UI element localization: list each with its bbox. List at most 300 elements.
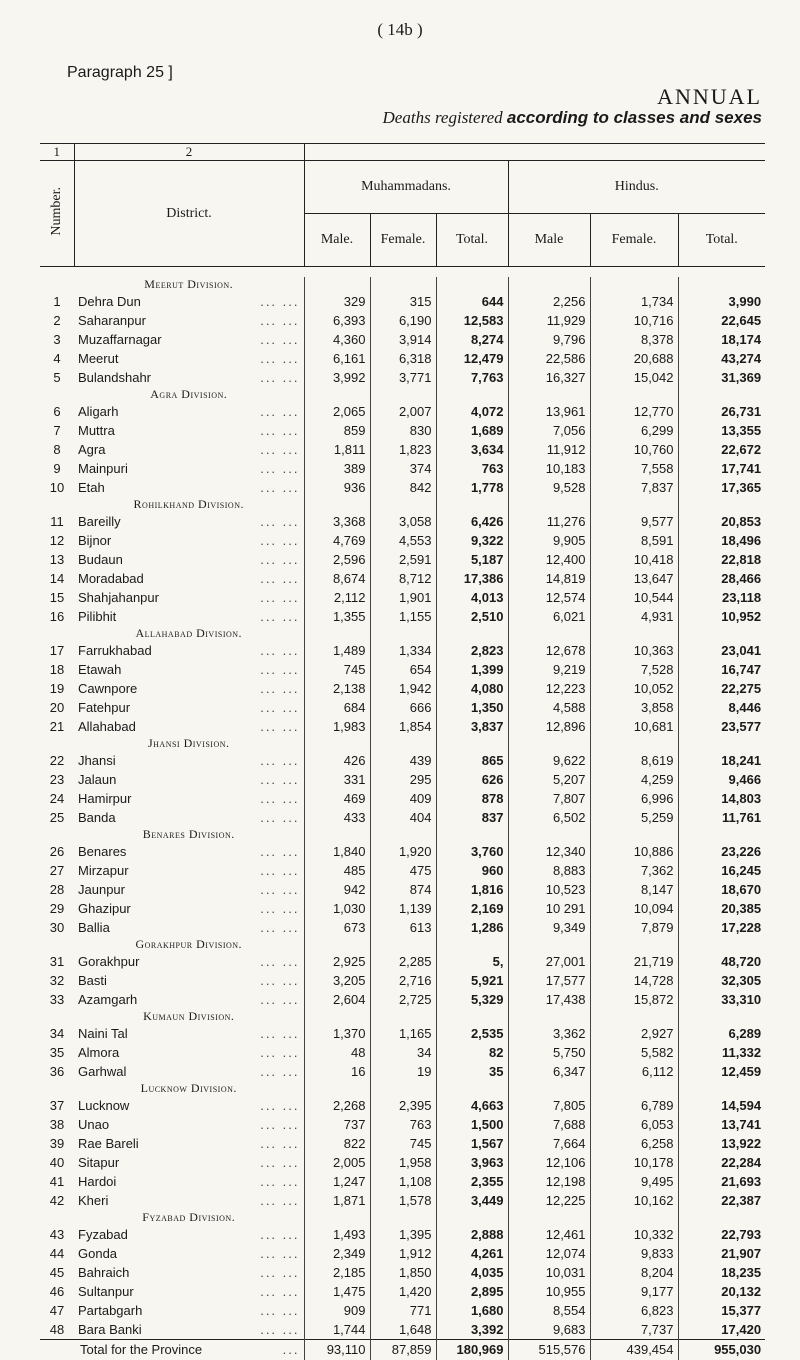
division-row xyxy=(40,827,765,842)
hindu-total-cell: 17,365 xyxy=(678,478,765,497)
row-number: 9 xyxy=(53,460,61,476)
hindu-female-cell: 10,760 xyxy=(590,440,678,459)
hindu-male-cell: 10,183 xyxy=(508,459,590,478)
hindu-female-cell: 6,996 xyxy=(590,789,678,808)
page-number: ( 14b ) xyxy=(377,20,423,39)
hindu-female-cell: 6,053 xyxy=(590,1115,678,1134)
table-row xyxy=(40,512,765,531)
district-name: Jhansi xyxy=(78,752,116,768)
district-cell: Agra ... ... xyxy=(78,441,300,457)
district-name: Rae Bareli xyxy=(78,1135,139,1151)
muhammadan-male-header: Male. xyxy=(304,214,370,267)
hindu-male-cell: 10,031 xyxy=(508,1263,590,1282)
row-number: 3 xyxy=(53,331,61,347)
row-number: 15 xyxy=(49,589,65,605)
muhammadan-female-cell: 830 xyxy=(370,421,436,440)
district-cell: Jaunpur ... ... xyxy=(78,881,300,897)
table-row xyxy=(40,402,765,421)
district-cell: Etah ... ... xyxy=(78,479,300,495)
muhammadan-total-cell: 1,778 xyxy=(436,478,508,497)
muhammadan-female-cell: 771 xyxy=(370,1301,436,1320)
hindu-female-cell: 13,647 xyxy=(590,569,678,588)
district-name: Shahjahanpur xyxy=(78,589,159,605)
table-row xyxy=(40,1225,765,1244)
muhammadan-total-cell: 3,449 xyxy=(436,1191,508,1210)
muhammadan-total-cell: 6,426 xyxy=(436,512,508,531)
muhammadan-total-cell: 4,035 xyxy=(436,1263,508,1282)
hindu-male-cell: 7,805 xyxy=(508,1096,590,1115)
hindu-total-cell: 12,459 xyxy=(678,1062,765,1081)
hindu-female-cell: 10,716 xyxy=(590,311,678,330)
muhammadan-female-cell: 315 xyxy=(370,292,436,311)
muhammadan-total-cell: 8,274 xyxy=(436,330,508,349)
division-spacer xyxy=(678,387,765,402)
district-name: Jaunpur xyxy=(78,881,125,897)
muhammadan-male-cell: 684 xyxy=(304,698,370,717)
hindu-female-cell: 10,162 xyxy=(590,1191,678,1210)
table-row xyxy=(40,770,765,789)
muhammadan-male-cell: 331 xyxy=(304,770,370,789)
division-row xyxy=(40,736,765,751)
division-spacer xyxy=(370,1009,436,1024)
muhammadan-male-cell: 426 xyxy=(304,751,370,770)
division-spacer xyxy=(370,1210,436,1225)
muhammadan-male-cell: 942 xyxy=(304,880,370,899)
hindu-total-cell: 22,284 xyxy=(678,1153,765,1172)
hindu-male-cell: 7,807 xyxy=(508,789,590,808)
hindu-total-cell: 18,496 xyxy=(678,531,765,550)
muhammadan-female-cell: 1,920 xyxy=(370,842,436,861)
row-number: 46 xyxy=(49,1283,65,1299)
muhammadan-male-cell: 673 xyxy=(304,918,370,937)
muhammadan-female-cell: 1,850 xyxy=(370,1263,436,1282)
muhammadan-total-cell: 3,963 xyxy=(436,1153,508,1172)
division-spacer xyxy=(590,937,678,952)
district-cell: Aligarh ... ... xyxy=(78,403,300,419)
table-row xyxy=(40,311,765,330)
division-spacer xyxy=(370,277,436,292)
hindu-male-cell: 5,207 xyxy=(508,770,590,789)
hindu-female-cell: 2,927 xyxy=(590,1024,678,1043)
hindu-female-cell: 1,734 xyxy=(590,292,678,311)
row-number: 12 xyxy=(49,532,65,548)
hindu-total-cell: 10,952 xyxy=(678,607,765,626)
muhammadan-male-cell: 1,370 xyxy=(304,1024,370,1043)
hindu-total-cell: 15,377 xyxy=(678,1301,765,1320)
table-body xyxy=(40,277,765,1340)
district-cell: Hamirpur ... ... xyxy=(78,790,300,806)
muhammadan-total-cell: 1,399 xyxy=(436,660,508,679)
division-spacer xyxy=(304,626,370,641)
hindu-male-cell: 16,327 xyxy=(508,368,590,387)
table-row xyxy=(40,990,765,1009)
column-number-1: 1 xyxy=(40,144,74,161)
hindu-total-cell: 18,241 xyxy=(678,751,765,770)
muhammadan-male-cell: 6,393 xyxy=(304,311,370,330)
row-number: 43 xyxy=(49,1226,65,1242)
division-row xyxy=(40,1081,765,1096)
district-cell: Almora ... ... xyxy=(78,1044,300,1060)
table-row xyxy=(40,1301,765,1320)
hindu-female-cell: 6,789 xyxy=(590,1096,678,1115)
row-number: 34 xyxy=(49,1025,65,1041)
district-name: Bijnor xyxy=(78,532,112,548)
hindu-female-cell: 12,770 xyxy=(590,402,678,421)
district-cell: Moradabad ... ... xyxy=(78,570,300,586)
division-spacer xyxy=(590,277,678,292)
district-cell: Gorakhpur ... ... xyxy=(78,953,300,969)
row-number: 48 xyxy=(49,1321,65,1337)
table-row xyxy=(40,808,765,827)
row-number: 17 xyxy=(49,642,65,658)
hindu-male-cell: 12,896 xyxy=(508,717,590,736)
table-row xyxy=(40,1263,765,1282)
muhammadan-total-cell: 3,634 xyxy=(436,440,508,459)
total-row xyxy=(40,1339,765,1360)
muhammadan-male-cell: 2,185 xyxy=(304,1263,370,1282)
hindu-male-cell: 17,577 xyxy=(508,971,590,990)
hindu-female-cell: 3,858 xyxy=(590,698,678,717)
row-number: 29 xyxy=(49,900,65,916)
muhammadan-female-cell: 8,712 xyxy=(370,569,436,588)
division-spacer xyxy=(678,277,765,292)
paragraph-reference: Paragraph 25 ] xyxy=(67,64,173,81)
hindu-female-cell: 7,879 xyxy=(590,918,678,937)
muhammadan-total-cell: 1,689 xyxy=(436,421,508,440)
muhammadans-header: Muhammadans. xyxy=(304,161,508,214)
table-row xyxy=(40,717,765,736)
division-heading: Fyzabad Division. xyxy=(142,1209,236,1224)
hindu-female-cell: 10,332 xyxy=(590,1225,678,1244)
muhammadan-male-cell: 1,493 xyxy=(304,1225,370,1244)
hindu-male-cell: 11,912 xyxy=(508,440,590,459)
muhammadan-female-cell: 1,108 xyxy=(370,1172,436,1191)
total-muhammadan-male: 93,110 xyxy=(304,1339,370,1360)
hindu-total-cell: 20,132 xyxy=(678,1282,765,1301)
hindu-total-cell: 8,446 xyxy=(678,698,765,717)
district-cell: Budaun ... ... xyxy=(78,551,300,567)
row-number: 6 xyxy=(53,403,61,419)
muhammadan-female-cell: 2,007 xyxy=(370,402,436,421)
hindu-male-cell: 6,021 xyxy=(508,607,590,626)
hindu-total-cell: 3,990 xyxy=(678,292,765,311)
table-row xyxy=(40,1115,765,1134)
division-spacer xyxy=(304,1009,370,1024)
division-spacer xyxy=(304,937,370,952)
hindu-female-cell: 9,577 xyxy=(590,512,678,531)
muhammadan-total-cell: 2,535 xyxy=(436,1024,508,1043)
row-number: 45 xyxy=(49,1264,65,1280)
district-name: Saharanpur xyxy=(78,312,146,328)
row-number: 33 xyxy=(49,991,65,1007)
hindu-total-cell: 23,118 xyxy=(678,588,765,607)
table-row xyxy=(40,952,765,971)
hindu-male-cell: 9,796 xyxy=(508,330,590,349)
muhammadan-male-cell: 1,811 xyxy=(304,440,370,459)
hindu-female-cell: 6,823 xyxy=(590,1301,678,1320)
hindu-female-cell: 7,528 xyxy=(590,660,678,679)
muhammadan-total-cell: 1,567 xyxy=(436,1134,508,1153)
district-name: Kheri xyxy=(78,1192,109,1208)
division-number-blank xyxy=(40,736,74,751)
district-name: Lucknow xyxy=(78,1097,130,1113)
table-row xyxy=(40,1153,765,1172)
division-spacer xyxy=(436,497,508,512)
muhammadan-male-cell: 389 xyxy=(304,459,370,478)
muhammadan-female-cell: 409 xyxy=(370,789,436,808)
muhammadan-total-cell: 3,837 xyxy=(436,717,508,736)
hindu-female-cell: 15,872 xyxy=(590,990,678,1009)
hindu-male-cell: 12,461 xyxy=(508,1225,590,1244)
division-spacer xyxy=(678,1081,765,1096)
district-cell: Bara Banki ... ... xyxy=(78,1321,300,1337)
hindu-male-cell: 10 291 xyxy=(508,899,590,918)
division-spacer xyxy=(508,1081,590,1096)
district-header: District. xyxy=(74,161,304,267)
district-cell: Etawah ... ... xyxy=(78,661,300,677)
table-row xyxy=(40,330,765,349)
hindu-male-cell: 22,586 xyxy=(508,349,590,368)
muhammadan-female-cell: 842 xyxy=(370,478,436,497)
hindu-male-cell: 12,198 xyxy=(508,1172,590,1191)
district-cell: Muttra ... ... xyxy=(78,422,300,438)
division-spacer xyxy=(370,1081,436,1096)
total-label-text: Total for the Province xyxy=(80,1342,203,1357)
total-hindu-total: 955,030 xyxy=(678,1339,765,1360)
hindu-total-cell: 22,387 xyxy=(678,1191,765,1210)
muhammadan-female-cell: 1,823 xyxy=(370,440,436,459)
district-cell: Ballia ... ... xyxy=(78,919,300,935)
division-number-blank xyxy=(40,1009,74,1024)
district-cell: Bahraich ... ... xyxy=(78,1264,300,1280)
hindu-total-cell: 18,235 xyxy=(678,1263,765,1282)
muhammadan-male-cell: 1,871 xyxy=(304,1191,370,1210)
hindu-female-cell: 4,259 xyxy=(590,770,678,789)
hindu-female-cell: 4,931 xyxy=(590,607,678,626)
muhammadan-male-cell: 2,138 xyxy=(304,679,370,698)
district-cell: Bijnor ... ... xyxy=(78,532,300,548)
hindu-female-cell: 20,688 xyxy=(590,349,678,368)
hindu-female-cell: 8,619 xyxy=(590,751,678,770)
subtitle-plain: Deaths registered xyxy=(382,108,503,127)
division-spacer xyxy=(590,1009,678,1024)
district-name: Partabgarh xyxy=(78,1302,143,1318)
table-row xyxy=(40,1134,765,1153)
division-heading: Rohilkhand Division. xyxy=(133,496,244,511)
muhammadan-total-cell: 763 xyxy=(436,459,508,478)
hindu-male-cell: 11,929 xyxy=(508,311,590,330)
row-number: 2 xyxy=(53,312,61,328)
division-spacer xyxy=(678,937,765,952)
district-name: Bareilly xyxy=(78,513,121,529)
district-name: Mainpuri xyxy=(78,460,128,476)
hindu-total-cell: 32,305 xyxy=(678,971,765,990)
district-name: Mirzapur xyxy=(78,862,129,878)
division-spacer xyxy=(436,736,508,751)
hindu-female-cell: 6,258 xyxy=(590,1134,678,1153)
division-spacer xyxy=(508,387,590,402)
muhammadan-male-cell: 1,247 xyxy=(304,1172,370,1191)
muhammadan-male-cell: 3,992 xyxy=(304,368,370,387)
muhammadan-female-cell: 34 xyxy=(370,1043,436,1062)
muhammadan-total-cell: 5, xyxy=(436,952,508,971)
hindu-male-cell: 7,664 xyxy=(508,1134,590,1153)
district-cell: Sultanpur ... ... xyxy=(78,1283,300,1299)
muhammadan-total-cell: 1,816 xyxy=(436,880,508,899)
hindu-total-cell: 20,853 xyxy=(678,512,765,531)
muhammadan-total-cell: 7,763 xyxy=(436,368,508,387)
division-number-blank xyxy=(40,1210,74,1225)
district-cell: Unao ... ... xyxy=(78,1116,300,1132)
hindu-female-cell: 8,204 xyxy=(590,1263,678,1282)
district-name: Bahraich xyxy=(78,1264,130,1280)
hindu-female-header: Female. xyxy=(590,214,678,267)
hindu-total-cell: 6,289 xyxy=(678,1024,765,1043)
table-row xyxy=(40,698,765,717)
row-number: 23 xyxy=(49,771,65,787)
hindu-total-cell: 22,645 xyxy=(678,311,765,330)
muhammadan-total-cell: 5,921 xyxy=(436,971,508,990)
muhammadan-total-cell: 3,760 xyxy=(436,842,508,861)
row-number: 14 xyxy=(49,570,65,586)
number-header xyxy=(40,161,74,267)
hindu-total-cell: 20,385 xyxy=(678,899,765,918)
district-name: Fyzabad xyxy=(78,1226,128,1242)
division-spacer xyxy=(436,1009,508,1024)
muhammadan-male-cell: 1,744 xyxy=(304,1320,370,1340)
division-spacer xyxy=(508,736,590,751)
deaths-table xyxy=(40,143,765,1360)
column-number-row xyxy=(40,144,765,161)
district-name: Gonda xyxy=(78,1245,118,1261)
hindu-total-cell: 22,275 xyxy=(678,679,765,698)
division-spacer xyxy=(304,1210,370,1225)
division-number-blank xyxy=(40,827,74,842)
hindu-total-cell: 13,741 xyxy=(678,1115,765,1134)
muhammadan-total-header: Total. xyxy=(436,214,508,267)
district-name: Banda xyxy=(78,809,116,825)
muhammadan-female-cell: 1,854 xyxy=(370,717,436,736)
muhammadan-male-cell: 2,005 xyxy=(304,1153,370,1172)
hindu-male-header: Male xyxy=(508,214,590,267)
table-row xyxy=(40,971,765,990)
district-cell: Rae Bareli ... ... xyxy=(78,1135,300,1151)
district-name: Bara Banki xyxy=(78,1321,142,1337)
muhammadan-male-cell: 16 xyxy=(304,1062,370,1081)
muhammadan-female-cell: 2,395 xyxy=(370,1096,436,1115)
hindu-total-cell: 13,922 xyxy=(678,1134,765,1153)
district-name: Azamgarh xyxy=(78,991,138,1007)
district-name: Pilibhit xyxy=(78,608,117,624)
muhammadan-total-cell: 960 xyxy=(436,861,508,880)
muhammadan-male-cell: 1,840 xyxy=(304,842,370,861)
muhammadan-female-cell: 613 xyxy=(370,918,436,937)
hindu-total-cell: 22,793 xyxy=(678,1225,765,1244)
row-number: 22 xyxy=(49,752,65,768)
district-cell: Pilibhit ... ... xyxy=(78,608,300,624)
division-spacer xyxy=(436,387,508,402)
hindu-female-cell: 10,363 xyxy=(590,641,678,660)
table-row xyxy=(40,588,765,607)
division-number-blank xyxy=(40,497,74,512)
hindu-male-cell: 8,883 xyxy=(508,861,590,880)
division-spacer xyxy=(590,827,678,842)
hindu-male-cell: 12,223 xyxy=(508,679,590,698)
hindu-total-cell: 13,355 xyxy=(678,421,765,440)
muhammadan-total-cell: 5,329 xyxy=(436,990,508,1009)
district-name: Naini Tal xyxy=(78,1025,128,1041)
muhammadan-male-cell: 469 xyxy=(304,789,370,808)
muhammadan-female-cell: 2,285 xyxy=(370,952,436,971)
district-name: Garhwal xyxy=(78,1063,127,1079)
row-number: 7 xyxy=(53,422,61,438)
table-row xyxy=(40,842,765,861)
hindu-male-cell: 27,001 xyxy=(508,952,590,971)
hindu-total-cell: 9,466 xyxy=(678,770,765,789)
division-spacer xyxy=(508,827,590,842)
hindu-male-cell: 8,554 xyxy=(508,1301,590,1320)
division-number-blank xyxy=(40,1081,74,1096)
table-row xyxy=(40,1096,765,1115)
muhammadan-female-cell: 4,553 xyxy=(370,531,436,550)
muhammadan-female-cell: 6,190 xyxy=(370,311,436,330)
division-spacer xyxy=(678,1210,765,1225)
hindu-male-cell: 9,528 xyxy=(508,478,590,497)
division-spacer xyxy=(590,1081,678,1096)
muhammadan-total-cell: 878 xyxy=(436,789,508,808)
muhammadan-male-cell: 433 xyxy=(304,808,370,827)
district-name: Unao xyxy=(78,1116,110,1132)
division-spacer xyxy=(304,387,370,402)
hindu-total-cell: 31,369 xyxy=(678,368,765,387)
total-muhammadan-total: 180,969 xyxy=(436,1339,508,1360)
district-cell: Lucknow ... ... xyxy=(78,1097,300,1113)
district-cell: Sitapur ... ... xyxy=(78,1154,300,1170)
muhammadan-female-cell: 295 xyxy=(370,770,436,789)
hindu-female-cell: 5,259 xyxy=(590,808,678,827)
hindu-male-cell: 9,219 xyxy=(508,660,590,679)
muhammadan-male-cell: 6,161 xyxy=(304,349,370,368)
hindu-total-cell: 23,577 xyxy=(678,717,765,736)
hindu-male-cell: 12,074 xyxy=(508,1244,590,1263)
hindu-male-cell: 3,362 xyxy=(508,1024,590,1043)
division-spacer xyxy=(304,827,370,842)
hindus-header: Hindus. xyxy=(508,161,765,214)
district-cell: Bulandshahr ... ... xyxy=(78,369,300,385)
total-label: Total for the Province ... xyxy=(40,1339,304,1360)
muhammadan-female-cell: 1,912 xyxy=(370,1244,436,1263)
hindu-female-cell: 15,042 xyxy=(590,368,678,387)
table-row xyxy=(40,1320,765,1340)
hindu-female-cell: 5,582 xyxy=(590,1043,678,1062)
hindu-female-cell: 10,094 xyxy=(590,899,678,918)
muhammadan-female-cell: 3,771 xyxy=(370,368,436,387)
table-row xyxy=(40,861,765,880)
district-cell: Bareilly ... ... xyxy=(78,513,300,529)
muhammadan-total-cell: 626 xyxy=(436,770,508,789)
hindu-male-cell: 12,678 xyxy=(508,641,590,660)
district-name: Ballia xyxy=(78,919,110,935)
division-spacer xyxy=(590,497,678,512)
muhammadan-male-cell: 3,205 xyxy=(304,971,370,990)
muhammadan-male-cell: 4,769 xyxy=(304,531,370,550)
row-number: 30 xyxy=(49,919,65,935)
row-number: 24 xyxy=(49,790,65,806)
muhammadan-male-cell: 2,604 xyxy=(304,990,370,1009)
hindu-total-cell: 22,672 xyxy=(678,440,765,459)
muhammadan-total-cell: 1,680 xyxy=(436,1301,508,1320)
table-row xyxy=(40,641,765,660)
